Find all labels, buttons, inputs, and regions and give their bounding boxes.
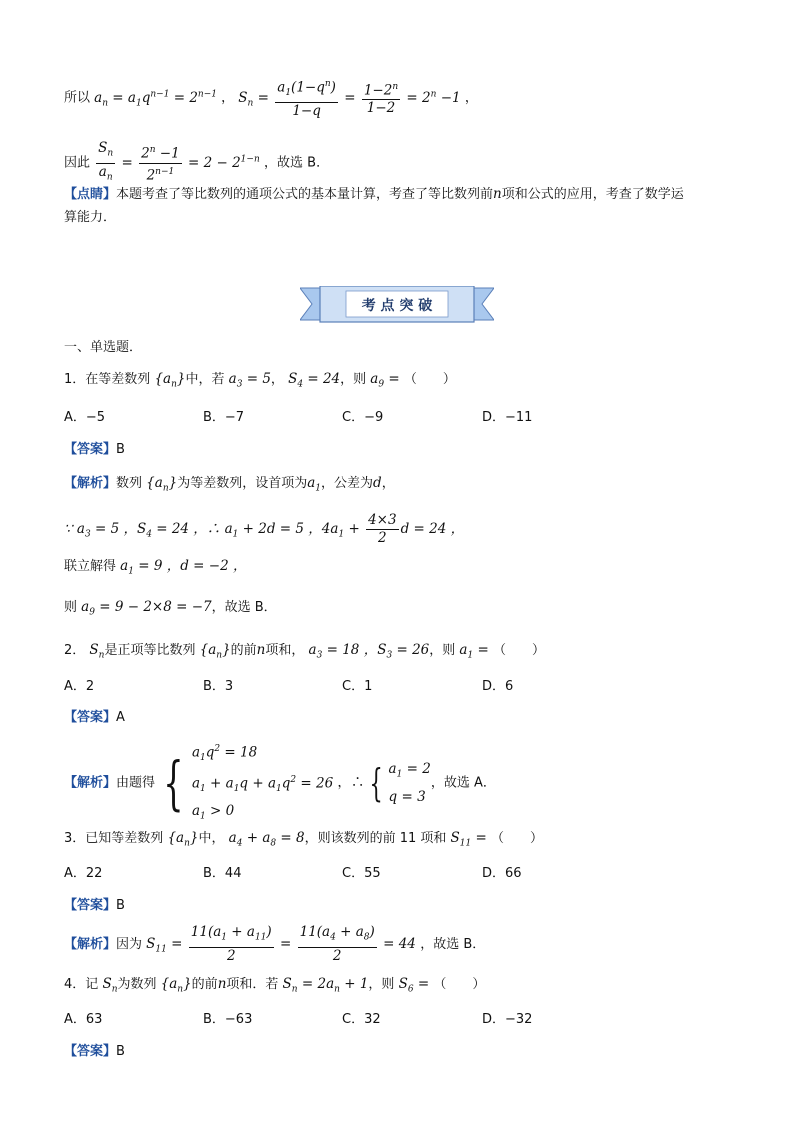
q1-analysis-line1: 【解析】数列 $\{a_n\}$为等差数列，设首项为$a_1$，公差为d，	[64, 475, 395, 494]
comment-paragraph-line2: 算能力．	[64, 210, 117, 225]
q2-option-d[interactable]: D．6	[482, 679, 514, 694]
q1-answer: 【答案】B	[64, 442, 125, 457]
comment-tag: 【点睛】	[64, 187, 117, 202]
q4-answer: 【答案】B	[64, 1044, 125, 1059]
question-4-stem: 4．记 $S_n$为数列 $\{a_n\}$的前n项和．若 $S_n = 2a_n + 1$，则 $S_6$ = （ ）	[64, 976, 486, 995]
banner-title: 考 点 突 破	[361, 298, 433, 314]
q1-option-d[interactable]: D．−11	[482, 410, 533, 425]
q1-option-c[interactable]: C．−9	[342, 410, 384, 425]
q1-option-a[interactable]: A．−5	[64, 410, 106, 425]
question-2-stem: 2． $S_n$是正项等比数列 $\{a_n\}$的前n项和， $a_3 = 18$ ，$S_3 = 26$，则 $a_1$ = （ ）	[64, 642, 545, 661]
q3-answer: 【答案】B	[64, 898, 125, 913]
q4-option-a[interactable]: A．63	[64, 1012, 103, 1027]
q3-option-c[interactable]: C．55	[342, 866, 381, 881]
q3-analysis: 【解析】因为 $S_{11}$ = $\frac{11(a_1 + a_{11})}{2}$ = $\frac{11(a_4 + a_8)}{2}$ = 44 ，故选 B．	[64, 924, 486, 964]
q4-option-d[interactable]: D．−32	[482, 1012, 533, 1027]
q4-option-b[interactable]: B．−63	[203, 1012, 253, 1027]
section-heading: 一、单选题．	[64, 340, 143, 355]
formula-ratio: $\frac{S_n}{a_n}$ = $\frac{2^n -1}{2^{n-1}}$ = $2 - 2^{1-n}$	[98, 140, 260, 184]
formula-an: $a_n = a_1q^{n-1} = 2^{n-1}$	[94, 89, 217, 109]
q2-answer: 【答案】A	[64, 710, 125, 725]
q2-analysis: 【解析】由题得 { $a_1q^2 = 18$ $a_1 + a_1q + a_1q^2 = 26$ $a_1 > 0$ ，∴ { $a_1 = 2$ q = 3，故选 A．	[64, 744, 496, 823]
q1-analysis-line2: ∵ $a_3 = 5$ ，$S_4 = 24$ ，∴ $a_1 + 2d = 5$ ，$4a_1$ + $\frac{4\times 3}{2}$ d = 24 ，	[64, 512, 465, 546]
q2-option-a[interactable]: A．2	[64, 679, 95, 694]
q3-option-b[interactable]: B．44	[203, 866, 242, 881]
question-1-stem: 1．在等差数列 $\{a_n\}$中，若 $a_3 = 5$， $S_4 = 24$，则 $a_9$ = （ ）	[64, 371, 456, 390]
formula-sn: $S_n$ = $\frac{a_1(1-q^n)}{1-q}$ = $\frac{1-2^n}{1-2}$ = $2^n -1$	[238, 90, 465, 106]
q3-option-d[interactable]: D．66	[482, 866, 522, 881]
q4-option-c[interactable]: C．32	[342, 1012, 381, 1027]
q1-option-b[interactable]: B．−7	[203, 410, 245, 425]
q3-option-a[interactable]: A．22	[64, 866, 103, 881]
q2-option-c[interactable]: C．1	[342, 679, 373, 694]
q2-option-b[interactable]: B．3	[203, 679, 234, 694]
q1-analysis-line4: 则 $a_9 = 9 - 2\times 8 = -7$，故选 B．	[64, 599, 277, 618]
comment-paragraph: 【点睛】本题考查了等比数列的通项公式的基本量计算，考查了等比数列前n项和公式的应用，考查了数学运	[64, 186, 684, 202]
formula-line-ratio: 因此 $\frac{S_n}{a_n}$ = $\frac{2^n -1}{2^{n-1}}$ = $2 - 2^{1-n}$ ，故选 B．	[64, 140, 330, 184]
formula-line-an-sn: 所以 $a_n = a_1q^{n-1} = 2^{n-1}$ ， $S_n$ = $\frac{a_1(1-q^n)}{1-q}$ = $\frac{1-2^n}{1-2}$ = $2^n -1$ ，	[64, 76, 478, 120]
question-3-stem: 3．已知等差数列 $\{a_n\}$中， $a_4 + a_8 = 8$，则该数列的前 11 项和 $S_{11}$ = （ ）	[64, 830, 544, 849]
q1-analysis-line3: 联立解得 $a_1 = 9$ ，d = −2 ，	[64, 558, 247, 577]
